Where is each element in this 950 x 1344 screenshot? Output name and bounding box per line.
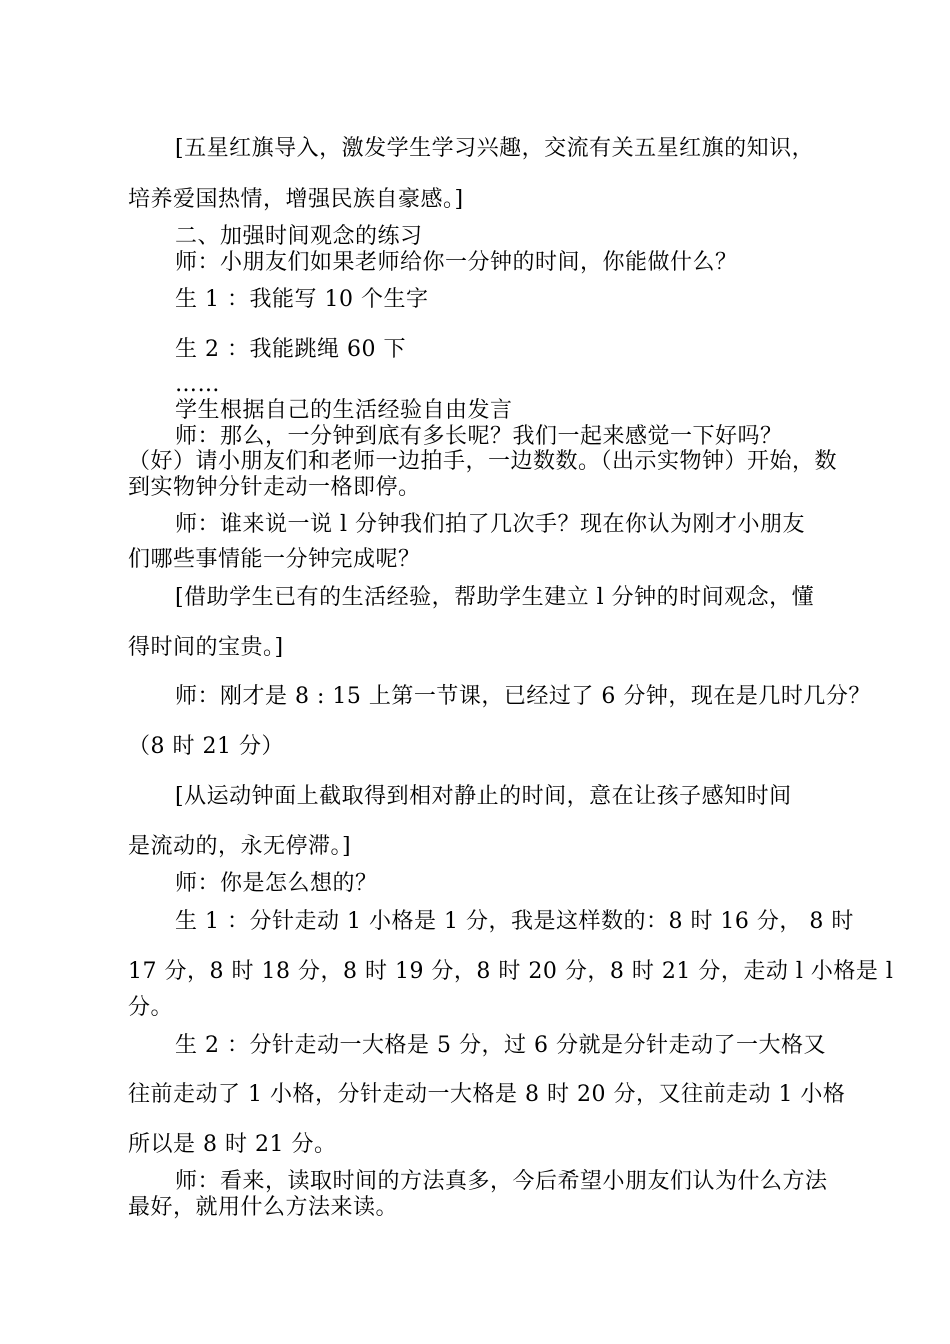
text-line: 是流动的，永无停滞。]	[128, 834, 352, 859]
text-line: 得时间的宝贵。]	[128, 635, 284, 660]
text-line: （8 时 21 分）	[128, 734, 284, 759]
text-line: 往前走动了 1 小格，分针走动一大格是 8 时 20 分，又往前走动 1 小格	[128, 1082, 846, 1107]
text-line: 师：谁来说一说 l 分钟我们拍了几次手？现在你认为刚才小朋友	[175, 512, 806, 537]
text-line: 师：看来，读取时间的方法真多，今后希望小朋友们认为什么方法	[175, 1169, 828, 1194]
text-line: 们哪些事情能一分钟完成呢？	[128, 547, 421, 572]
text-line: 生 2 ：我能跳绳 60 下	[175, 337, 406, 362]
text-line: 所以是 8 时 21 分。	[128, 1132, 337, 1157]
text-line: 17 分，8 时 18 分，8 时 19 分，8 时 20 分，8 时 21 分，走动 l 小格是 l	[128, 959, 894, 984]
text-line: 生 1 ：分针走动 1 小格是 1 分，我是这样数的：8 时 16 分， 8 时	[175, 909, 854, 934]
text-line: 学生根据自己的生活经验自由发言	[175, 398, 513, 423]
ellipsis-line: ……	[175, 372, 220, 397]
text-line: [五星红旗导入，激发学生学习兴趣，交流有关五星红旗的知识，	[175, 136, 815, 161]
text-line: 师：那么，一分钟到底有多长呢？我们一起来感觉一下好吗？	[175, 424, 783, 449]
text-line: 到实物钟分针走动一格即停。	[128, 475, 421, 500]
text-line: 师：刚才是 8 : 15 上第一节课，已经过了 6 分钟，现在是几时几分？	[175, 684, 871, 709]
section-heading: 二、加强时间观念的练习	[175, 224, 423, 249]
text-line: 师：小朋友们如果老师给你一分钟的时间，你能做什么？	[175, 250, 738, 275]
text-line: [从运动钟面上截取得到相对静止的时间，意在让孩子感知时间	[175, 784, 792, 809]
text-line: 分。	[128, 995, 174, 1020]
text-line: 最好，就用什么方法来读。	[128, 1195, 399, 1220]
text-line: 培养爱国热情，增强民族自豪感。]	[128, 187, 464, 212]
text-line: [借助学生已有的生活经验，帮助学生建立 l 分钟的时间观念，懂	[175, 585, 815, 610]
text-line: 师：你是怎么想的？	[175, 871, 378, 896]
text-line: 生 1 ：我能写 10 个生字	[175, 287, 429, 312]
text-line: （好）请小朋友们和老师一边拍手，一边数数。（出示实物钟）开始，数	[128, 449, 838, 474]
text-line: 生 2 ：分针走动一大格是 5 分，过 6 分就是分针走动了一大格又	[175, 1033, 826, 1058]
